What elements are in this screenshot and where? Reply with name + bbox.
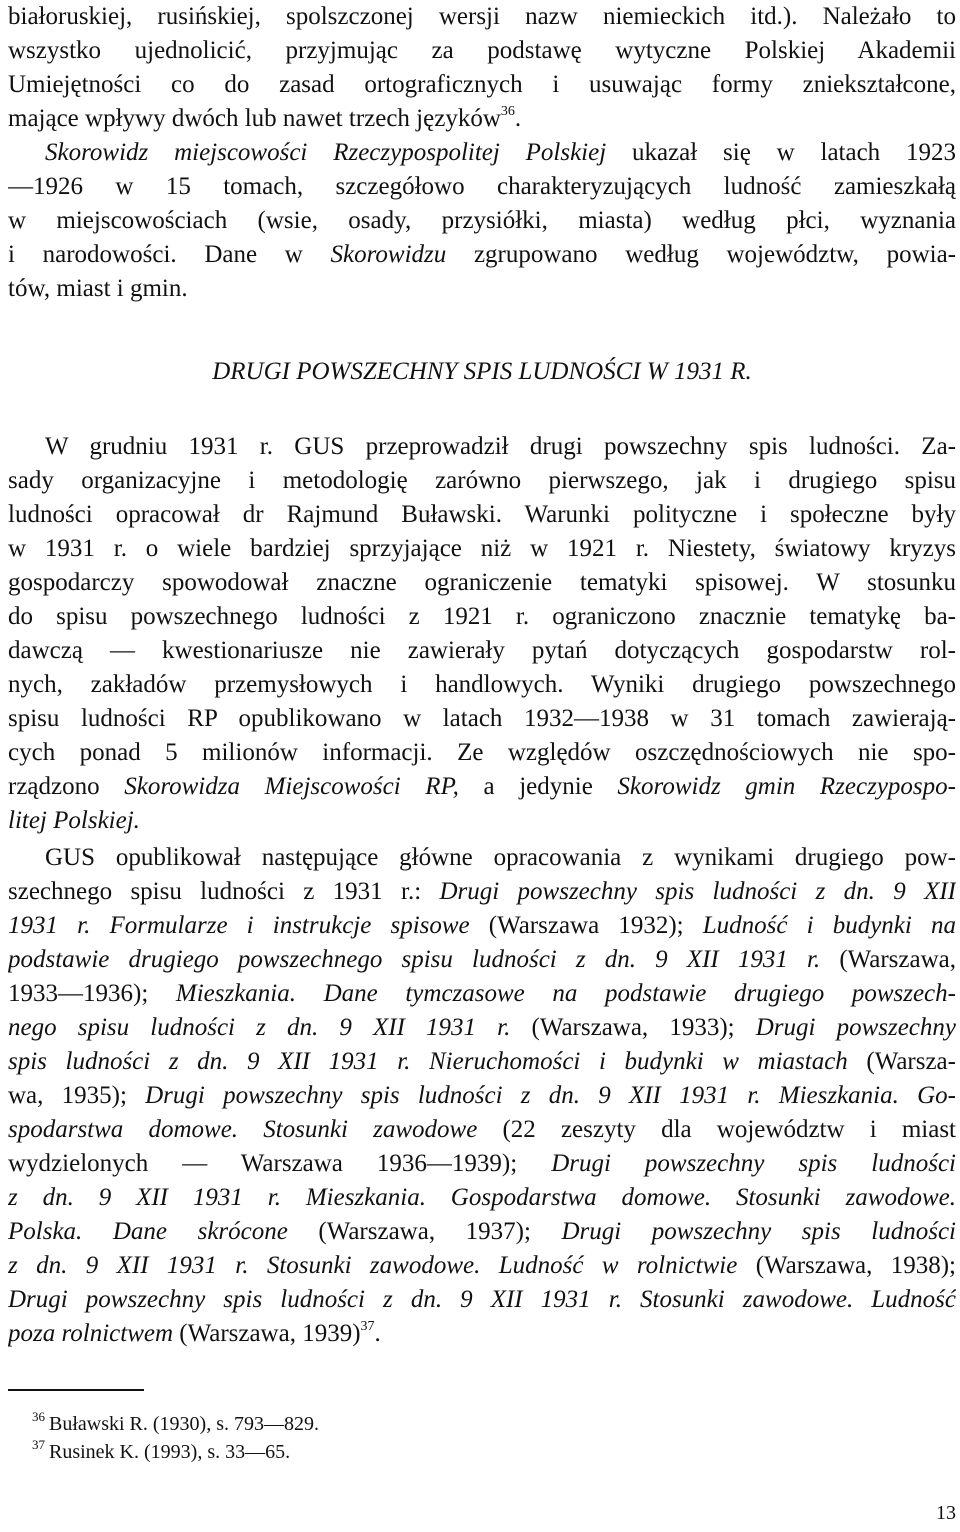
text-line: spis ludności z dn. 9 XII 1931 r. Nieruchomości i budynki w miastach (Warsza-: [8, 1048, 956, 1075]
text-line: w 1931 r. o wiele bardziej sprzyjające niż w 1921 r. Niestety, światowy kryzys: [8, 535, 956, 562]
text-line: Skorowidz miejscowości Rzeczypospolitej Polskiej ukazał się w latach 1923: [45, 139, 956, 166]
text-line: Umiejętności co do zasad ortograficznych i usuwając formy zniekształcone,: [8, 71, 956, 98]
text-line: mające wpływy dwóch lub nawet trzech języków$^{36}$.: [8, 104, 522, 132]
footnote-number: 37: [32, 1437, 45, 1452]
text-line: 1933—1936); Mieszkania. Dane tymczasowe na podstawie drugiego powszech-: [8, 980, 956, 1007]
text-line: poza rolnictwem (Warszawa, 1939)$^{37}$.: [8, 1319, 381, 1347]
text-line: tów, miast i gmin.: [8, 275, 188, 302]
text-line: sady organizacyjne i metodologię zarówno pierwszego, jak i drugiego spisu: [8, 467, 956, 494]
text-line: wa, 1935); Drugi powszechny spis ludności z dn. 9 XII 1931 r. Mieszkania. Go-: [8, 1082, 956, 1109]
section-heading: DRUGI POWSZECHNY SPIS LUDNOŚCI W 1931 R.: [212, 358, 752, 385]
text-line: spisu ludności RP opublikowano w latach 1932—1938 w 31 tomach zawierają-: [8, 705, 956, 732]
text-line: podstawie drugiego powszechnego spisu ludności z dn. 9 XII 1931 r. (Warszawa,: [8, 946, 956, 973]
footnote-number: 36: [32, 1409, 45, 1424]
text-line: 1931 r. Formularze i instrukcje spisowe (Warszawa 1932); Ludność i budynki na: [8, 912, 956, 939]
text-line: ludności opracował dr Rajmund Buławski. Warunki polityczne i społeczne były: [8, 501, 956, 528]
text-line: z dn. 9 XII 1931 r. Stosunki zawodowe. Ludność w rolnictwie (Warszawa, 1938);: [8, 1252, 956, 1279]
footnote: $^{36}$ Buławski R. (1930), s. 793—829.: [32, 1409, 319, 1435]
text-line: w miejscowościach (wsie, osady, przysiółki, miasta) według płci, wyznania: [8, 207, 956, 234]
text-line: wszystko ujednolicić, przyjmując za podstawę wytyczne Polskiej Akademii: [8, 37, 956, 64]
page-number: 13: [936, 1502, 956, 1524]
text-line: i narodowości. Dane w Skorowidzu zgrupowano według województw, powia-: [8, 241, 956, 268]
text-line: GUS opublikował następujące główne opracowania z wynikami drugiego pow-: [45, 844, 956, 871]
text-line: do spisu powszechnego ludności z 1921 r. ograniczono znacznie tematykę ba-: [8, 603, 956, 630]
footnote-ref: 36: [500, 104, 515, 119]
text-line: wydzielonych — Warszawa 1936—1939); Drugi powszechny spis ludności: [8, 1150, 956, 1177]
footnote-ref: 37: [360, 1319, 375, 1334]
text-line: spodarstwa domowe. Stosunki zawodowe (22 zeszyty dla województw i miast: [8, 1116, 956, 1143]
text-line: —1926 w 15 tomach, szczegółowo charakteryzujących ludność zamieszkałą: [8, 173, 956, 200]
text-line: litej Polskiej.: [8, 807, 140, 834]
text-line: rządzono Skorowidza Miejscowości RP, a jedynie Skorowidz gmin Rzeczypospo-: [8, 773, 956, 800]
text-line: białoruskiej, rusińskiej, spolszczonej wersji nazw niemieckich itd.). Należało to: [8, 3, 956, 30]
text-line: szechnego spisu ludności z 1931 r.: Drugi powszechny spis ludności z dn. 9 XII: [8, 878, 956, 905]
text-line: Polska. Dane skrócone (Warszawa, 1937); Drugi powszechny spis ludności: [8, 1218, 956, 1245]
text-line: nych, zakładów przemysłowych i handlowych. Wyniki drugiego powszechnego: [8, 671, 956, 698]
footnote-separator: [8, 1389, 144, 1391]
footnote: $^{37}$ Rusinek K. (1993), s. 33—65.: [32, 1437, 291, 1463]
text-line: z dn. 9 XII 1931 r. Mieszkania. Gospodarstwa domowe. Stosunki zawodowe.: [8, 1184, 956, 1211]
text-line: gospodarczy spowodował znaczne ograniczenie tematyki spisowej. W stosunku: [8, 569, 956, 596]
text-line: cych ponad 5 milionów informacji. Ze względów oszczędnościowych nie spo-: [8, 739, 956, 766]
text-line: dawczą — kwestionariusze nie zawierały pytań dotyczących gospodarstw rol-: [8, 637, 956, 664]
text-line: nego spisu ludności z dn. 9 XII 1931 r. (Warszawa, 1933); Drugi powszechny: [8, 1014, 956, 1041]
text-line: W grudniu 1931 r. GUS przeprowadził drugi powszechny spis ludności. Za-: [45, 433, 956, 460]
text-line: Drugi powszechny spis ludności z dn. 9 XII 1931 r. Stosunki zawodowe. Ludność: [8, 1286, 956, 1313]
